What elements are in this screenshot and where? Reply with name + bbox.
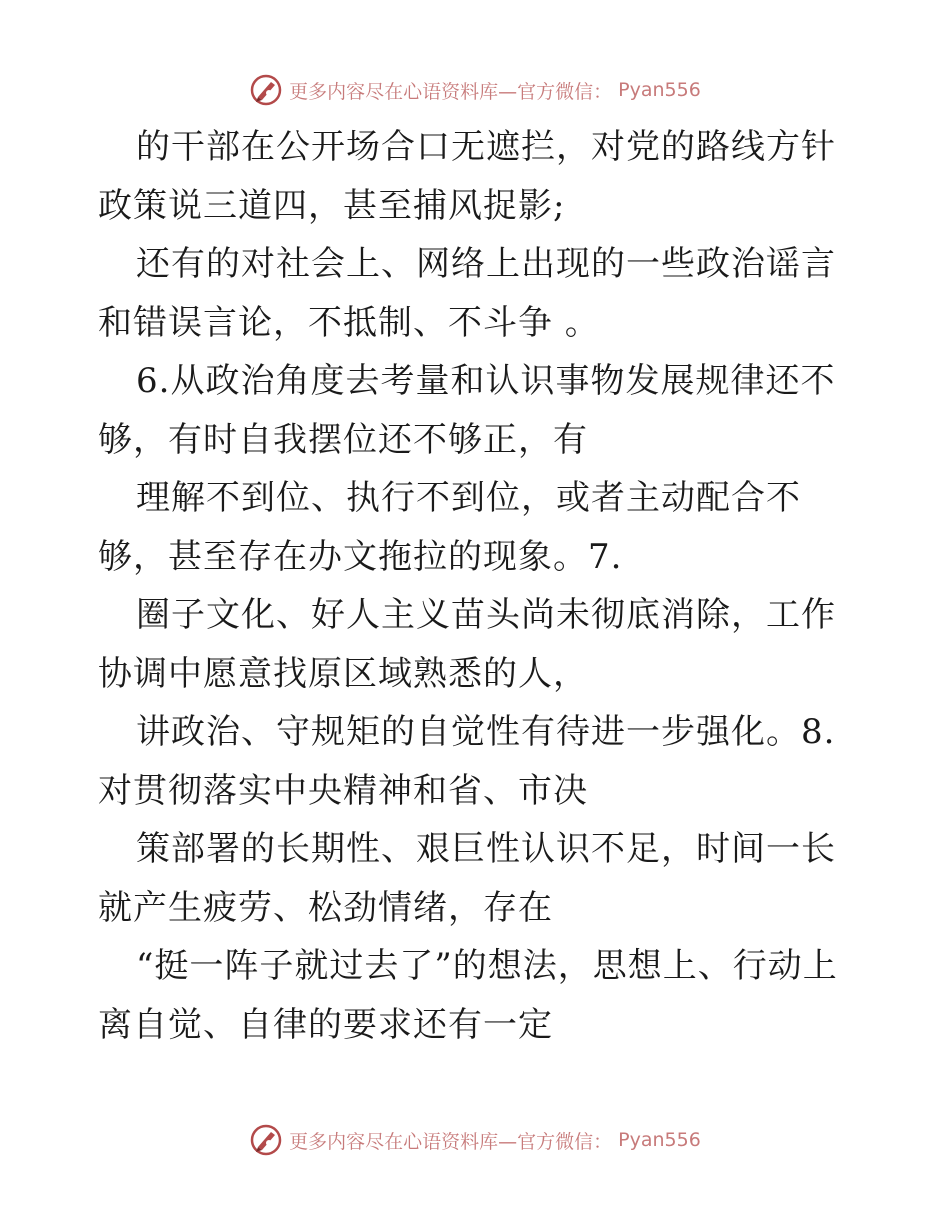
paragraph: 讲政治、守规矩的自觉性有待进一步强化。8.对贯彻落实中央精神和省、市决 bbox=[98, 712, 836, 811]
header-wechat-id: Pyan556 bbox=[618, 79, 701, 101]
footer-banner bbox=[249, 1123, 701, 1157]
paragraph: 还有的对社会上、网络上出现的一些政治谣言和错误言论，不抵制、不斗争 。 bbox=[98, 244, 836, 343]
footer-wechat-id: Pyan556 bbox=[618, 1129, 701, 1151]
footer-site-text: 更多内容尽在心语资料库—官方微信： bbox=[289, 1130, 613, 1153]
paragraph: 圈子文化、好人主义苗头尚未彻底消除，工作协调中愿意找原区域熟悉的人， bbox=[98, 595, 836, 694]
paragraph: 策部署的长期性、艰巨性认识不足，时间一长就产生疲劳、松劲情绪，存在 bbox=[98, 829, 836, 928]
document-body bbox=[98, 118, 858, 1054]
quill-pen-seal-icon bbox=[249, 1123, 283, 1157]
paragraph: 理解不到位、执行不到位，或者主动配合不够，甚至存在办文拖拉的现象。7. bbox=[98, 478, 801, 577]
paragraph: 的干部在公开场合口无遮拦，对党的路线方针政策说三道四，甚至捕风捉影; bbox=[98, 127, 836, 226]
header-banner bbox=[249, 73, 701, 107]
page-header bbox=[0, 70, 950, 110]
quill-pen-seal-icon bbox=[249, 73, 283, 107]
paragraph: 6.从政治角度去考量和认识事物发展规律还不够，有时自我摆位还不够正，有 bbox=[98, 361, 836, 460]
paragraph: “挺一阵子就过去了”的想法，思想上、行动上离自觉、自律的要求还有一定 bbox=[98, 946, 838, 1045]
page-footer bbox=[0, 1120, 950, 1160]
header-site-text: 更多内容尽在心语资料库—官方微信： bbox=[289, 80, 613, 103]
